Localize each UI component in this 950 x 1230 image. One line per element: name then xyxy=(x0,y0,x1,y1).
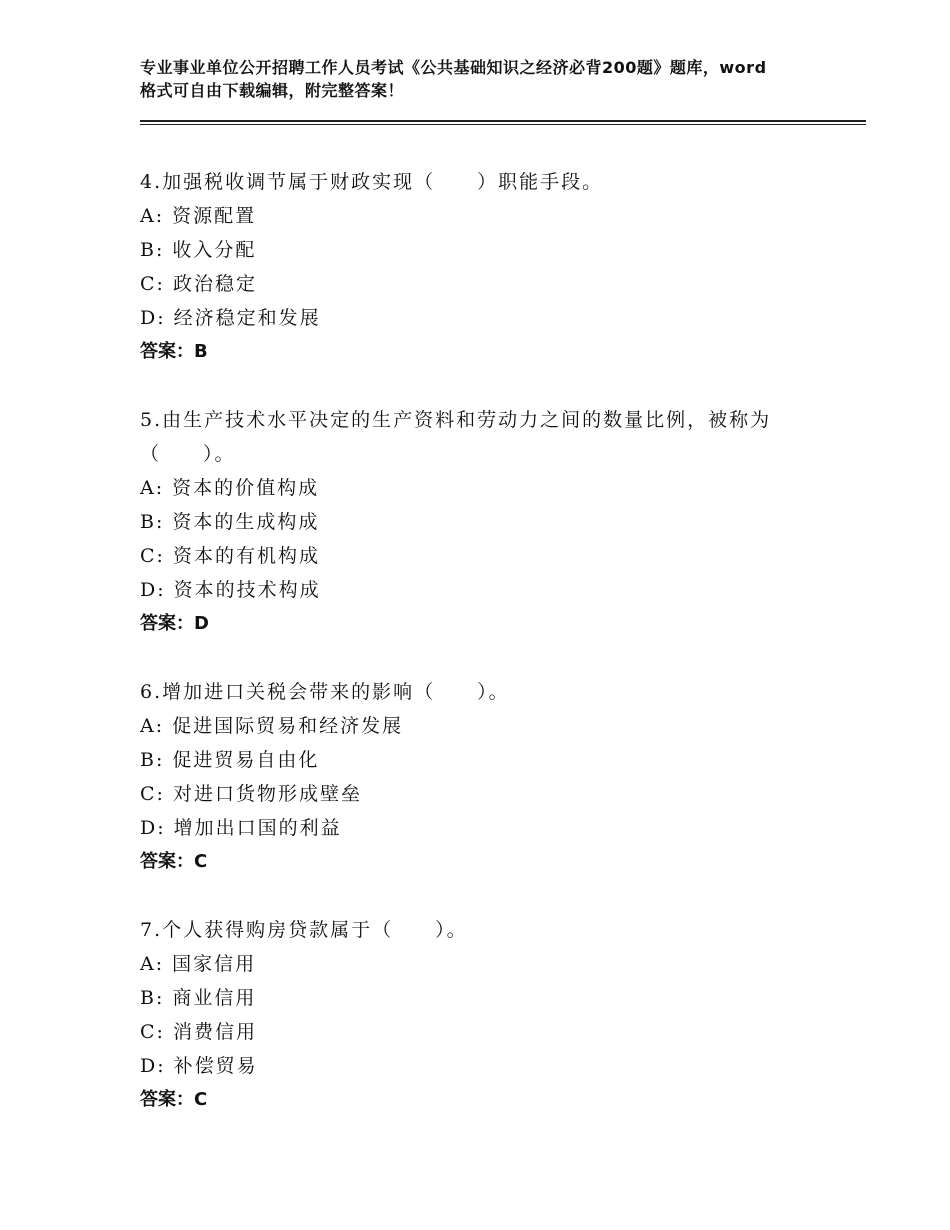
question-stem: 7.个人获得购房贷款属于（ ）。 xyxy=(140,919,468,941)
answer-label: 答案：B xyxy=(140,341,208,362)
option-d: D: 资本的技术构成 xyxy=(140,579,321,601)
option-b: B: 促进贸易自由化 xyxy=(140,749,320,771)
header-rule-thin xyxy=(140,124,866,125)
question-6 xyxy=(140,675,820,879)
question-7 xyxy=(140,913,820,1117)
option-d: D: 经济稳定和发展 xyxy=(140,307,321,329)
option-d: D: 增加出口国的利益 xyxy=(140,817,342,839)
option-a: A: 资源配置 xyxy=(140,205,257,227)
option-b: B: 商业信用 xyxy=(140,987,257,1009)
option-c: C: 资本的有机构成 xyxy=(140,545,320,567)
option-a: A: 促进国际贸易和经济发展 xyxy=(140,715,404,737)
question-4 xyxy=(140,165,820,369)
question-5 xyxy=(140,403,820,641)
answer-label: 答案：D xyxy=(140,613,209,634)
option-a: A: 资本的价值构成 xyxy=(140,477,320,499)
question-stem: 4.加强税收调节属于财政实现（ ）职能手段。 xyxy=(140,171,604,193)
question-stem: 6.增加进口关税会带来的影响（ ）。 xyxy=(140,681,510,703)
option-b: B: 收入分配 xyxy=(140,239,257,261)
question-stem: 5.由生产技术水平决定的生产资料和劳动力之间的数量比例，被称为（ ）。 xyxy=(140,409,772,465)
answer-label: 答案：C xyxy=(140,1089,208,1110)
option-d: D: 补偿贸易 xyxy=(140,1055,258,1077)
header-rule-thick xyxy=(140,120,866,122)
option-b: B: 资本的生成构成 xyxy=(140,511,320,533)
question-list xyxy=(140,165,820,1151)
document-header: 专业事业单位公开招聘工作人员考试《公共基础知识之经济必背200题》题库，word格式可自由下载编辑，附完整答案！ xyxy=(140,58,767,100)
answer-label: 答案：C xyxy=(140,851,208,872)
option-a: A: 国家信用 xyxy=(140,953,257,975)
option-c: C: 对进口货物形成壁垒 xyxy=(140,783,362,805)
option-c: C: 消费信用 xyxy=(140,1021,257,1043)
option-c: C: 政治稳定 xyxy=(140,273,257,295)
